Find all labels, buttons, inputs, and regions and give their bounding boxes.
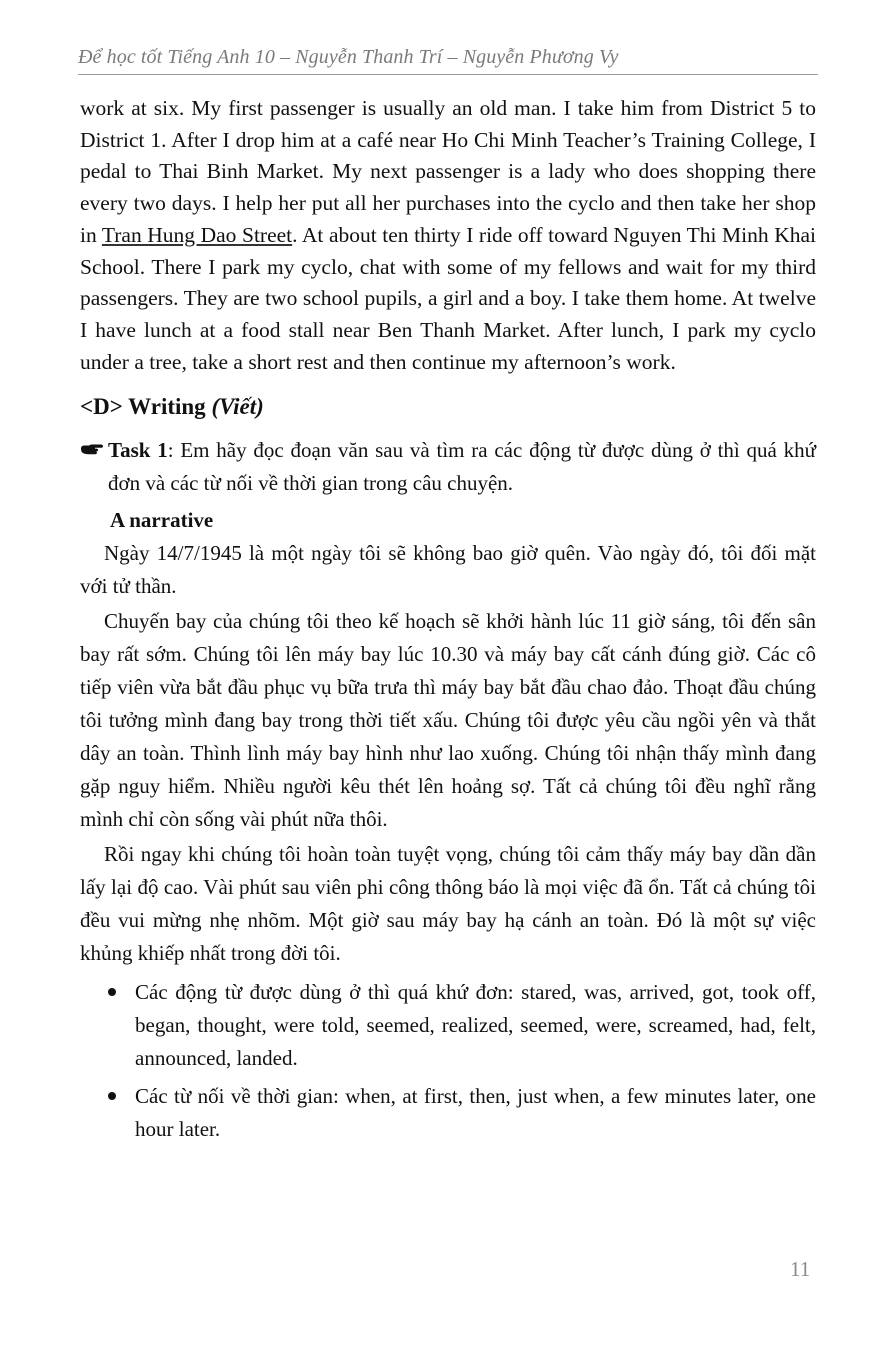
answer-list: [80, 976, 816, 1146]
bullet-icon: [108, 988, 116, 996]
running-header: Để học tốt Tiếng Anh 10 – Nguyễn Thanh Trí – Nguyễn Phương Vy: [78, 46, 619, 68]
section-heading-title: <D> Writing: [80, 394, 206, 420]
task-1: [80, 434, 816, 500]
narrative-paragraph: Rồi ngay khi chúng tôi hoàn toàn tuyệt vọng, chúng tôi cảm thấy máy bay dần dần lấy lại độ cao. Vài phút sau viên phi công thông báo là mọi việc đã ổn. Tất cả chúng tôi đều vui mừng nhẹ nhõm. Một giờ sau máy bay hạ cánh an toàn. Đó là một sự việc khủng khiếp nhất trong đời tôi.: [80, 842, 816, 966]
bullet-icon: [108, 1092, 116, 1100]
answer-text: Các từ nối về thời gian: when, at first, then, just when, a few minutes later, one hour later.: [135, 1084, 816, 1142]
answer-text: Các động từ được dùng ở thì quá khứ đơn: stared, was, arrived, got, took off, began, thought, were told, seemed, realized, seemed, were, screamed, had, felt, announced, landed.: [135, 980, 816, 1071]
task-label: Task 1: [108, 438, 168, 463]
section-heading: [80, 390, 816, 424]
reading-paragraph: [80, 93, 816, 378]
street-name: Tran Hung Dao Street: [101, 222, 293, 247]
page-content: [80, 93, 816, 1151]
task-instruction: : Em hãy đọc đoạn văn sau và tìm ra các động từ được dùng ở thì quá khứ đơn và các từ nối về thời gian trong câu chuyện.: [108, 438, 817, 496]
reading-text-part1: work at six. My first passenger is usually an old man. I take him from District 5 to District 1. After I drop him at a café near Ho Chi Minh Teacher’s Training College, I pedal to Thai Binh Market. My next passenger is a lady who does shopping there every two days. I help her put all her purchases into the cyclo and then take her shop in: [80, 96, 816, 247]
reading-text-part2: . At about ten thirty I ride off toward Nguyen Thi Minh Khai School. There I park my cyclo, chat with some of my fellows and wait for my third passengers. They are two school pupils, a girl and a boy. I take them home. At twelve I have lunch at a food stall near Ben Thanh Market. After lunch, I park my cyclo under a tree, take a short rest and then continue my afternoon’s work.: [80, 222, 816, 374]
page-number: 11: [790, 1257, 811, 1281]
answer-item: [80, 1080, 816, 1146]
answer-item: [80, 976, 816, 1075]
header-rule: [78, 74, 818, 75]
narrative-paragraph: Ngày 14/7/1945 là một ngày tôi sẽ không bao giờ quên. Vào ngày đó, tôi đối mặt với tử thần.: [80, 541, 816, 599]
narrative-paragraph: Chuyến bay của chúng tôi theo kế hoạch sẽ khởi hành lúc 11 giờ sáng, tôi đến sân bay rất sớm. Chúng tôi lên máy bay lúc 10.30 và máy bay cất cánh đúng giờ. Các cô tiếp viên vừa bắt đầu phục vụ bữa trưa thì máy bay bắt đầu chao đảo. Thoạt đầu chúng tôi tưởng mình đang bay trong thời tiết xấu. Chúng tôi được yêu cầu ngồi yên và thắt dây an toàn. Thình lình máy bay hình như lao xuống. Chúng tôi nhận thấy mình đang gặp nguy hiểm. Nhiều người kêu thét lên hoảng sợ. Tất cả chúng tôi đều nghĩ rằng mình chỉ còn sống vài phút nữa thôi.: [80, 609, 816, 832]
section-heading-vi: (Viết): [211, 394, 264, 420]
narrative-title: A narrative: [110, 508, 214, 533]
pointing-hand-icon: [80, 434, 104, 467]
